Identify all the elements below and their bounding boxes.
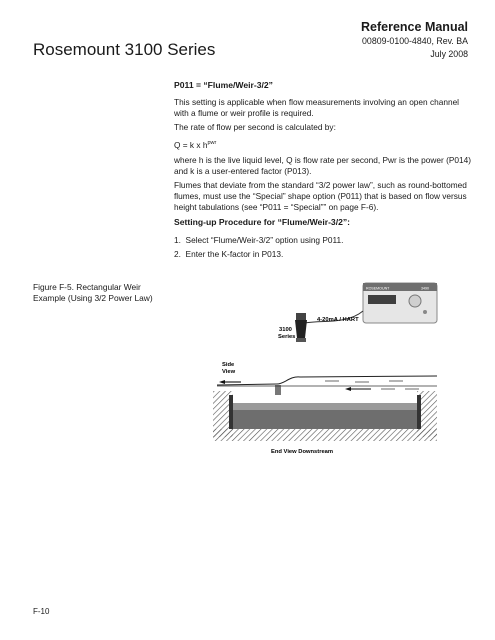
end-view-label: End View Downstream [271,449,334,455]
formula-exponent: pwr [207,140,217,146]
section-heading: P011 = “Flume/Weir-3/2” [174,80,273,90]
paragraph-definitions: where h is the live liquid level, Q is flow rate per second, Pwr is the power (P014) and k is a user-entered factor (P013). [174,155,471,176]
end-view-diagram [213,391,437,441]
paragraph-applicability: This setting is applicable when flow measurements involving an open channel with a flume or weir profile is required. [174,97,460,118]
formula-base: Q = k x h [174,139,208,150]
step-text: Select “Flume/Weir-3/2” option using P011. [185,235,344,245]
step-number: 1. [174,235,181,245]
side-view-diagram [217,376,437,395]
series-title: Rosemount 3100 Series [33,40,216,59]
doc-date: July 2008 [430,49,468,59]
device-model: 3490 [421,286,429,291]
manual-title: Reference Manual [361,20,468,34]
side-view-label-1: Side [222,362,235,368]
doc-number: 00809-0100-4840, Rev. BA [362,36,468,46]
device-keypad [409,295,421,307]
series-label-2: Series [278,334,296,340]
device-brand: ROSEMOUNT [366,286,390,291]
paragraph-special: Flumes that deviate from the standard “3/2 power law”, such as round-bottomed flumes, must use the “Special” shape option (P011) that is based on flow versus height tabulations (see “P011 = “Special”” on page F-6). [174,180,467,212]
manual-info [361,20,468,60]
weir-figure [205,281,445,466]
procedure-step [174,235,474,246]
paragraph-rate: The rate of flow per second is calculated by: [174,122,336,132]
figure-caption: Figure F-5. Rectangular Weir Example (Using 3/2 Power Law) [33,282,153,303]
device-display [368,295,396,304]
formula [174,138,474,151]
transmitter-unit [363,283,437,323]
side-view-label-2: View [222,369,236,375]
series-label-1: 3100 [279,327,292,333]
page-number: F-10 [33,607,50,616]
procedure-step [174,249,474,260]
procedure-heading: Setting-up Procedure for “Flume/Weir-3/2”: [174,217,351,227]
signal-label: 4-20mA / HART [317,317,359,323]
step-text: Enter the K-factor in P013. [185,249,284,259]
sensor-3100 [295,313,307,342]
step-number: 2. [174,249,181,259]
